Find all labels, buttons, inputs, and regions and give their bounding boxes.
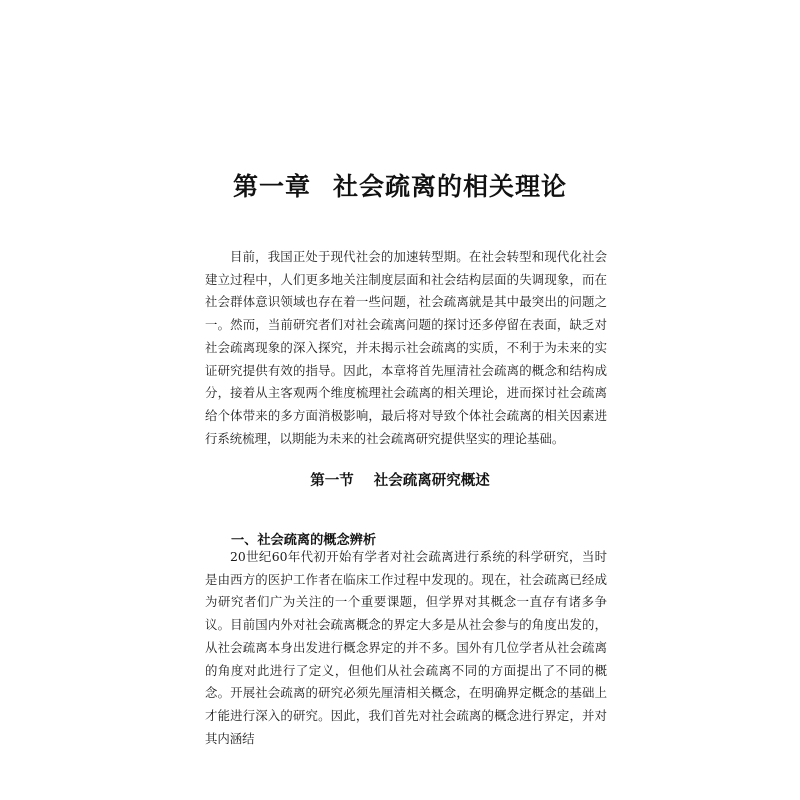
section-number: 第一节 <box>310 473 354 490</box>
subsection-title: 一、社会疏离的概念辨析 <box>231 533 377 549</box>
chapter-title <box>0 167 800 203</box>
body-paragraph: 20世纪60年代初开始有学者对社会疏离进行系统的科学研究，当时是由西方的医护工作者在临床工作过程中发现的。现在，社会疏离已经成为研究者们广为关注的一个重要课题，但学界对其概念一直存有诸多争议。目前国内外对社会疏离概念的界定大多是从社会参与的角度出发的，从社会疏离本身出发进行概念界定的并不多。国外有几位学者从社会疏离的角度对此进行了定义，但他们从社会疏离不同的方面提出了不同的概念。开展社会疏离的研究必须先厘清相关概念，在明确界定概念的基础上才能进行深入的研究。因此，我们首先对社会疏离的概念进行界定，并对其内涵结 <box>205 549 607 746</box>
chapter-title-text: 社会疏离的相关理论 <box>333 171 568 201</box>
intro-paragraph: 目前，我国正处于现代社会的加速转型期。在社会转型和现代化社会建立过程中，人们更多地关注制度层面和社会结构层面的失调现象，而在社会群体意识领域也存在着一些问题，社会疏离就是其中最突出的问题之一。然而，当前研究者们对社会疏离问题的探讨还多停留在表面，缺乏对社会疏离现象的深入探究，并未揭示社会疏离的实质，不利于为未来的实证研究提供有效的指导。因此，本章将首先厘清社会疏离的概念和结构成分，接着从主客观两个维度梳理社会疏离的相关理论，进而探讨社会疏离给个体带来的多方面消极影响，最后将对导致个体社会疏离的相关因素进行系统梳理，以期能为未来的社会疏离研究提供坚实的理论基础。 <box>205 249 607 446</box>
chapter-number: 第一章 <box>232 171 311 201</box>
section-title-text: 社会疏离研究概述 <box>373 473 490 490</box>
section-title <box>0 469 800 490</box>
